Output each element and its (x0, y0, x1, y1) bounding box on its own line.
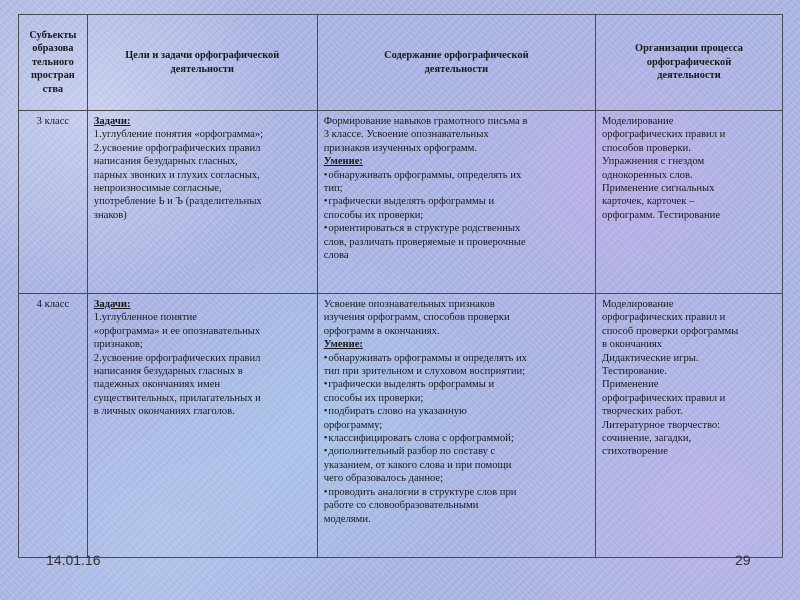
org-line: сочинение, загадки, (602, 433, 692, 445)
org-line: однокоренных слов. (602, 169, 693, 181)
skill-item-cont: способы их проверки; (323, 392, 424, 404)
goals-line: падежных окончаниях имен (93, 379, 221, 391)
org-line: карточек, карточек – (602, 196, 695, 208)
header-organization (596, 15, 783, 111)
org-line: Дидактические игры. (602, 352, 699, 364)
goals-line: 1.углубленное понятие (93, 312, 197, 324)
org-line: Моделирование (602, 299, 674, 310)
header-subjects (19, 15, 88, 111)
goals-title: Задачи: (93, 116, 131, 127)
goals-line: написания безударных гласных в (93, 366, 243, 378)
header-organization-line: Организации процесса (635, 43, 743, 55)
header-content (317, 15, 595, 111)
curriculum-table (18, 14, 783, 558)
org-line: орфограмм. Тестирование (602, 209, 721, 221)
header-subjects-line: образова (32, 43, 74, 55)
org-line: Тестирование. (602, 366, 667, 378)
header-content-line: Содержание орфографической (384, 49, 529, 61)
skill-item: • подбирать слово на указанную (324, 405, 589, 418)
header-organization-line: орфографической (646, 56, 732, 68)
skill-item-cont: чего образовалось данное; (323, 473, 444, 485)
grade-4-label: 4 класс (19, 294, 88, 558)
skill-item: • графически выделять орфограммы и (324, 195, 589, 208)
skill-item-cont: указанием, от какого слова и при помощи (323, 459, 512, 471)
skill-item: • графически выделять орфограммы и (324, 378, 589, 391)
skill-item-cont: слова (323, 250, 349, 262)
content-intro-line: изучения орфограмм, способов проверки (323, 312, 510, 324)
slide-date: 14.01.16 (46, 552, 101, 568)
table-row-grade-3 (19, 111, 783, 294)
org-line: орфографических правил и (602, 392, 726, 404)
goals-line: существительных, прилагательных и (93, 392, 261, 404)
header-subjects-line: Субъекты (29, 29, 77, 41)
grade-4-content (317, 294, 595, 558)
skill-item-cont: тип; (323, 183, 343, 195)
header-content-line: деятельности (424, 63, 489, 75)
org-line: способ проверки орфограммы (602, 325, 739, 337)
header-subjects-line: ства (42, 83, 64, 95)
skill-item: • ориентироваться в структуре родственных (324, 222, 589, 235)
skill-item: • дополнительный разбор по составу с (324, 445, 589, 458)
goals-line: 2.усвоение орфографических правил (93, 352, 261, 364)
table-header-row (19, 15, 783, 111)
org-line: Моделирование (602, 116, 674, 127)
content-intro-line: Усвоение опознавательных признаков (323, 299, 495, 310)
skills-title: Умение: (323, 339, 363, 351)
header-organization-line: деятельности (657, 70, 721, 82)
goals-line: признаков; (93, 339, 143, 351)
skill-item: • обнаруживать орфограммы, определять их (324, 169, 589, 182)
table-row-grade-4 (19, 294, 783, 558)
skills-title: Умение: (323, 156, 363, 168)
org-line: орфографических правил и (602, 129, 726, 141)
org-line: Литературное творчество: (602, 419, 721, 431)
org-line: способов проверки. (602, 142, 691, 154)
org-line: орфографических правил и (602, 312, 726, 324)
goals-line: 2.усвоение орфографических правил (93, 142, 261, 154)
content-intro-line: орфограмм в окончаниях. (323, 325, 440, 337)
header-subjects-line: простран (31, 70, 75, 82)
skill-item-cont: слов, различать проверяемые и проверочные (323, 236, 526, 248)
skill-item: • проводить аналогии в структуре слов при (324, 486, 589, 499)
goals-line: непроизносимые согласные, (93, 183, 222, 195)
header-goals (87, 15, 317, 111)
content-intro-line: Формирование навыков грамотного письма в (323, 116, 528, 127)
skill-item-cont: орфограмму; (323, 419, 383, 431)
org-line: творческих работ. (602, 406, 683, 418)
header-subjects-line: тельного (31, 56, 74, 68)
goals-line: парных звонких и глухих согласных, (93, 169, 260, 181)
slide-page-number: 29 (735, 552, 751, 568)
goals-line: написания безударных гласных, (93, 156, 238, 168)
goals-line: употребление Ь и Ъ (разделительных (93, 196, 262, 208)
goals-line: в личных окончаниях глаголов. (93, 406, 235, 418)
grade-4-goals (87, 294, 317, 558)
skill-item: • классифицировать слова с орфограммой; (324, 432, 589, 445)
skill-item-cont: способы их проверки; (323, 209, 424, 221)
grade-3-label: 3 класс (19, 111, 88, 294)
grade-3-goals (87, 111, 317, 294)
org-line: Применение сигнальных (602, 183, 715, 195)
header-goals-line: Цели и задачи орфографической (125, 49, 280, 61)
goals-line: «орфограмма» и ее опознавательных (93, 325, 261, 337)
grade-4-organization (596, 294, 783, 558)
goals-title: Задачи: (93, 299, 131, 310)
org-line: в окончаниях (602, 339, 663, 351)
header-goals-line: деятельности (170, 63, 234, 75)
grade-3-organization (596, 111, 783, 294)
grade-3-content (317, 111, 595, 294)
goals-line: знаков) (93, 209, 127, 221)
org-line: Применение (602, 379, 659, 391)
skill-item: • обнаруживать орфограммы и определять их (324, 352, 589, 365)
skill-item-cont: моделями. (323, 513, 371, 525)
skill-item-cont: работе со словообразовательными (323, 500, 479, 512)
org-line: Упражнения с гнездом (602, 156, 705, 168)
skill-item-cont: тип при зрительном и слуховом восприятии; (323, 366, 526, 378)
goals-line: 1.углубление понятия «орфограмма»; (93, 129, 264, 141)
content-intro-line: признаков изученных орфограмм. (323, 142, 477, 154)
org-line: стихотворение (602, 446, 668, 458)
content-intro-line: 3 классе. Усвоение опознавательных (323, 129, 489, 141)
